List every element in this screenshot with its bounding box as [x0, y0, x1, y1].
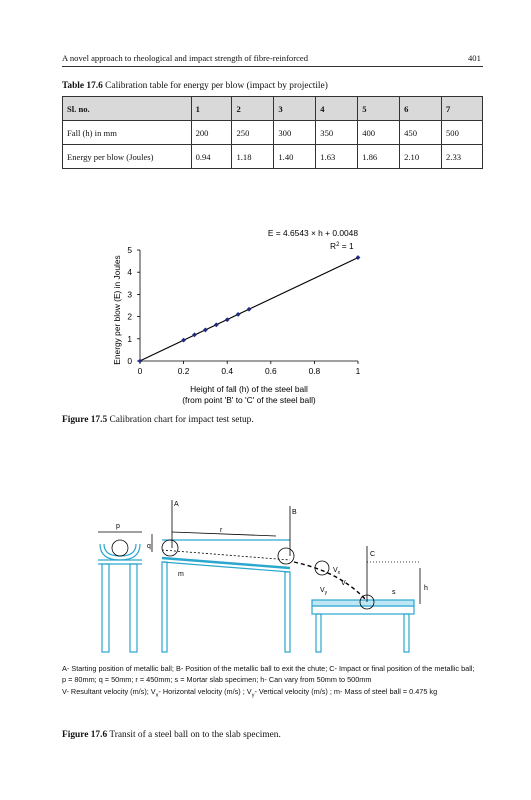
label-v: V — [341, 580, 346, 587]
table-cell: 300 — [274, 121, 316, 145]
table-caption — [62, 81, 328, 91]
note-line-3-c: - Horizontal velocity (m/s) ; V — [158, 686, 252, 696]
table-cell: 2.33 — [442, 145, 483, 169]
data-point — [225, 317, 230, 322]
running-title: A novel approach to rheological and impact strength of fibre-reinforced — [62, 53, 309, 63]
page-number: 401 — [468, 53, 481, 63]
x-tick-label: 0 — [137, 366, 143, 376]
figure-17-5-caption — [62, 415, 254, 425]
table-row — [63, 145, 483, 169]
table-cell: 2.10 — [400, 145, 442, 169]
table-header-cell: 3 — [274, 97, 316, 121]
label-a: A — [174, 501, 179, 508]
chart-equation: E = 4.6543 × h + 0.0048 — [267, 228, 358, 238]
table-header-cell: 5 — [358, 97, 400, 121]
label-vy-sub: y — [324, 590, 328, 596]
table-header-cell: 6 — [400, 97, 442, 121]
y-tick-label: 1 — [127, 333, 132, 344]
table-header-cell: 4 — [316, 97, 358, 121]
data-point — [203, 328, 208, 333]
dimension-r — [172, 532, 276, 536]
label-r: r — [220, 527, 223, 534]
note-line-3-d: y — [251, 692, 255, 699]
data-point — [181, 338, 186, 343]
table-caption-label: Table 17.6 — [62, 81, 103, 91]
label-vx — [333, 567, 341, 576]
label-vy-base: V — [320, 587, 325, 594]
data-point — [214, 322, 219, 327]
note-line-3-a: V- Resultant velocity (m/s); V — [62, 686, 156, 696]
chart-plot-area — [127, 245, 360, 376]
transit-diagram — [90, 492, 450, 662]
data-point — [192, 332, 197, 337]
table-header-cell: 2 — [232, 97, 274, 121]
table-cell: 350 — [316, 121, 358, 145]
table-cell: 450 — [400, 121, 442, 145]
table-caption-text: Calibration table for energy per blow (impact by projectile) — [105, 81, 328, 91]
figure-17-5-text: Calibration chart for impact test setup. — [109, 415, 254, 425]
header-rule — [62, 66, 483, 67]
chart-y-axis-label: Energy per blow (E) in Joules — [112, 255, 122, 365]
r2-sup: 2 — [336, 242, 340, 248]
data-point — [356, 255, 361, 260]
x-tick-label: 0.2 — [177, 366, 190, 376]
table-cell: 250 — [232, 121, 274, 145]
table-header-row — [63, 97, 483, 121]
calibration-table — [62, 96, 483, 169]
label-m: m — [178, 571, 184, 578]
calibration-chart — [100, 220, 400, 420]
y-tick-label: 4 — [127, 267, 132, 278]
left-stand — [98, 544, 142, 652]
x-tick-label: 0.4 — [221, 366, 234, 376]
data-point — [138, 359, 143, 364]
table-cell: 1.86 — [358, 145, 400, 169]
label-vx-sub: x — [337, 570, 341, 576]
chute-frame — [162, 540, 290, 652]
y-tick-label: 0 — [127, 356, 132, 366]
table-cell: 500 — [442, 121, 483, 145]
label-b: B — [292, 509, 297, 516]
note-line-2: p = 80mm; q = 50mm; r = 450mm; s = Mortar slab specimen; h- Can vary from 50mm to 500mm — [62, 675, 372, 685]
table-header-cell: Sl. no. — [63, 97, 192, 121]
note-line-3 — [62, 687, 482, 701]
label-vx-base: V — [333, 567, 338, 574]
note-line-1: A- Starting position of metallic ball; B- Position of the metallic ball to exit the chute; C- Impact or final position of the metallic ball; — [62, 664, 475, 673]
x-tick-label: 0.6 — [264, 366, 277, 376]
y-tick-label: 2 — [127, 311, 132, 322]
figure-17-6-label: Figure 17.6 — [62, 730, 108, 740]
y-tick-label: 3 — [127, 289, 132, 300]
ball-trajectory — [294, 562, 366, 600]
chart-x-axis-label-2: (from point 'B' to 'C' of the steel ball) — [182, 395, 316, 405]
table-cell: 1.63 — [316, 145, 358, 169]
figure-17-6-text: Transit of a steel ball on to the slab specimen. — [109, 730, 281, 740]
note-line-3-b: x — [155, 692, 159, 699]
label-p: p — [116, 523, 120, 530]
table-cell: 200 — [191, 121, 232, 145]
r2-base: R — [330, 241, 337, 251]
label-h: h — [424, 585, 428, 592]
table-header-cell: 7 — [442, 97, 483, 121]
x-tick-label: 1 — [355, 366, 361, 376]
label-q: q — [147, 543, 151, 550]
figure-17-5-label: Figure 17.5 — [62, 415, 108, 425]
x-tick-label: 0.8 — [308, 366, 321, 376]
table-cell: 400 — [358, 121, 400, 145]
steel-ball-b — [278, 548, 294, 564]
label-c: C — [370, 551, 376, 558]
chart-x-axis-label-1: Height of fall (h) of the steel ball — [190, 384, 308, 394]
steel-ball-a — [162, 540, 178, 556]
steel-ball-start — [112, 540, 128, 556]
diagram-notes — [62, 664, 482, 702]
r2-rest: = 1 — [339, 241, 354, 251]
table-row — [63, 121, 483, 145]
table-cell: 1.40 — [274, 145, 316, 169]
label-s: s — [392, 589, 396, 596]
data-point — [236, 312, 241, 317]
table-cell: 0.94 — [191, 145, 232, 169]
y-tick-label: 5 — [127, 245, 132, 255]
table-cell: Energy per blow (Joules) — [63, 145, 192, 169]
data-point — [247, 307, 252, 312]
table-header-cell: 1 — [191, 97, 232, 121]
chart-r-squared — [330, 241, 354, 251]
note-line-3-e: - Vertical velocity (m/s) ; m- Mass of steel ball = 0.475 kg — [254, 686, 438, 696]
table-cell: Fall (h) in mm — [63, 121, 192, 145]
label-vy — [320, 587, 328, 596]
figure-17-6-caption — [62, 730, 281, 740]
table-cell: 1.18 — [232, 145, 274, 169]
diagram-labels — [116, 501, 428, 596]
